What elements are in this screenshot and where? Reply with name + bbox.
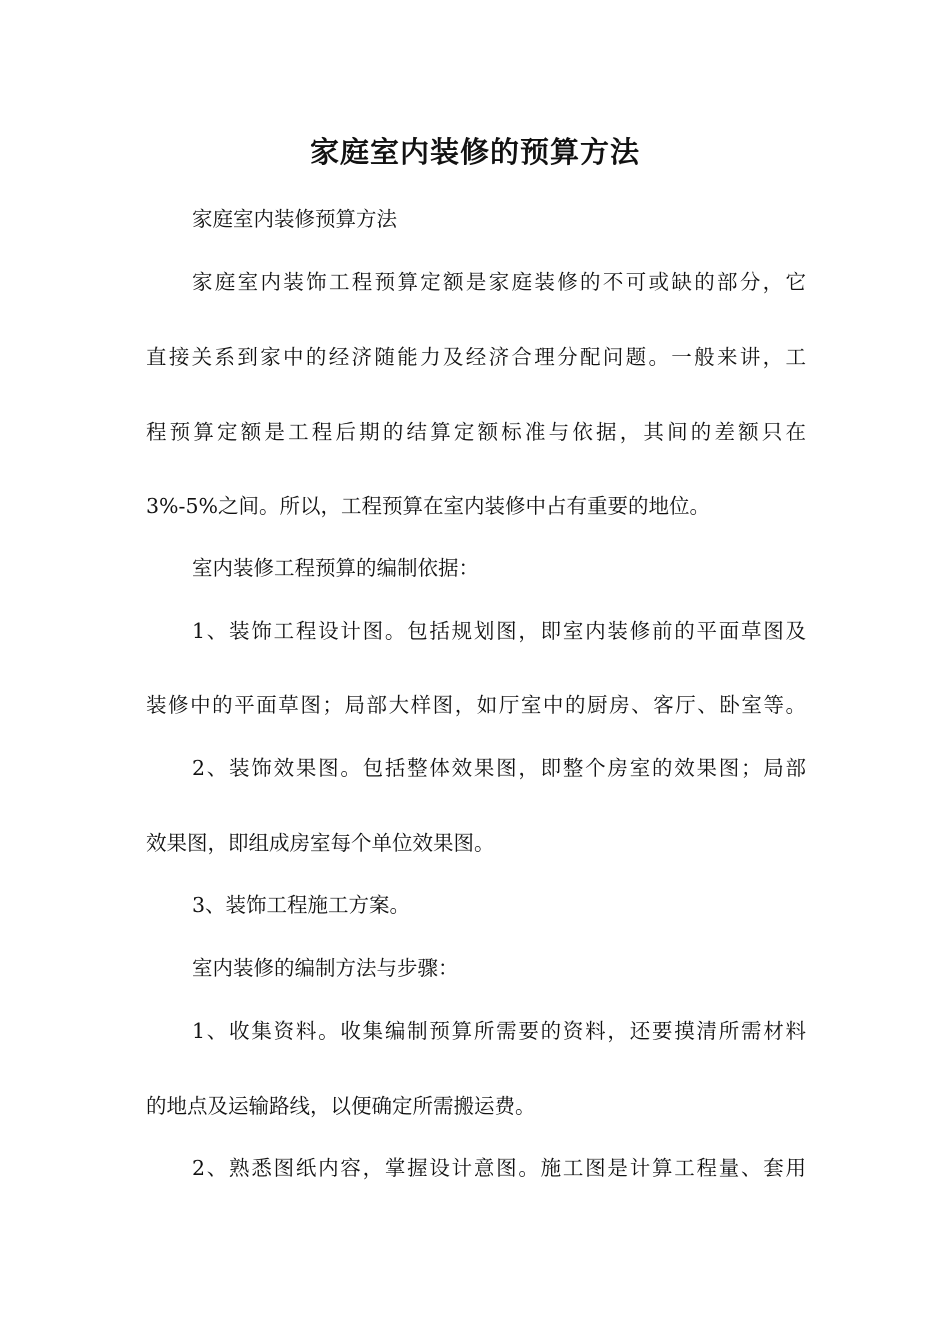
section-heading: 室内装修的编制方法与步骤：	[192, 956, 459, 980]
paragraph-line: 家庭室内装饰工程预算定额是家庭装修的不可或缺的部分，它	[192, 270, 806, 294]
paragraph-line: 程预算定额是工程后期的结算定额标准与依据，其间的差额只在	[146, 420, 806, 444]
list-item-line: 效果图，即组成房室每个单位效果图。	[146, 831, 495, 855]
list-item-line: 1、收集资料。收集编制预算所需要的资料，还要摸清所需材料	[192, 1019, 806, 1043]
list-item-line: 1、装饰工程设计图。包括规划图，即室内装修前的平面草图及	[192, 619, 806, 643]
document-title: 家庭室内装修的预算方法	[309, 135, 640, 169]
list-item-line: 3、装饰工程施工方案。	[192, 893, 411, 917]
subtitle-line: 家庭室内装修预算方法	[192, 207, 397, 231]
list-item-line: 的地点及运输路线，以便确定所需搬运费。	[146, 1094, 536, 1118]
list-item-line: 装修中的平面草图；局部大样图，如厅室中的厨房、客厅、卧室等。	[146, 693, 806, 717]
list-item-line: 2、装饰效果图。包括整体效果图，即整个房室的效果图；局部	[192, 756, 806, 780]
list-item-line: 2、熟悉图纸内容，掌握设计意图。施工图是计算工程量、套用	[192, 1156, 806, 1180]
section-heading: 室内装修工程预算的编制依据：	[192, 556, 479, 580]
paragraph-line: 直接关系到家中的经济随能力及经济合理分配问题。一般来讲，工	[146, 345, 806, 369]
paragraph-line: 3%-5%之间。所以，工程预算在室内装修中占有重要的地位。	[146, 494, 710, 518]
